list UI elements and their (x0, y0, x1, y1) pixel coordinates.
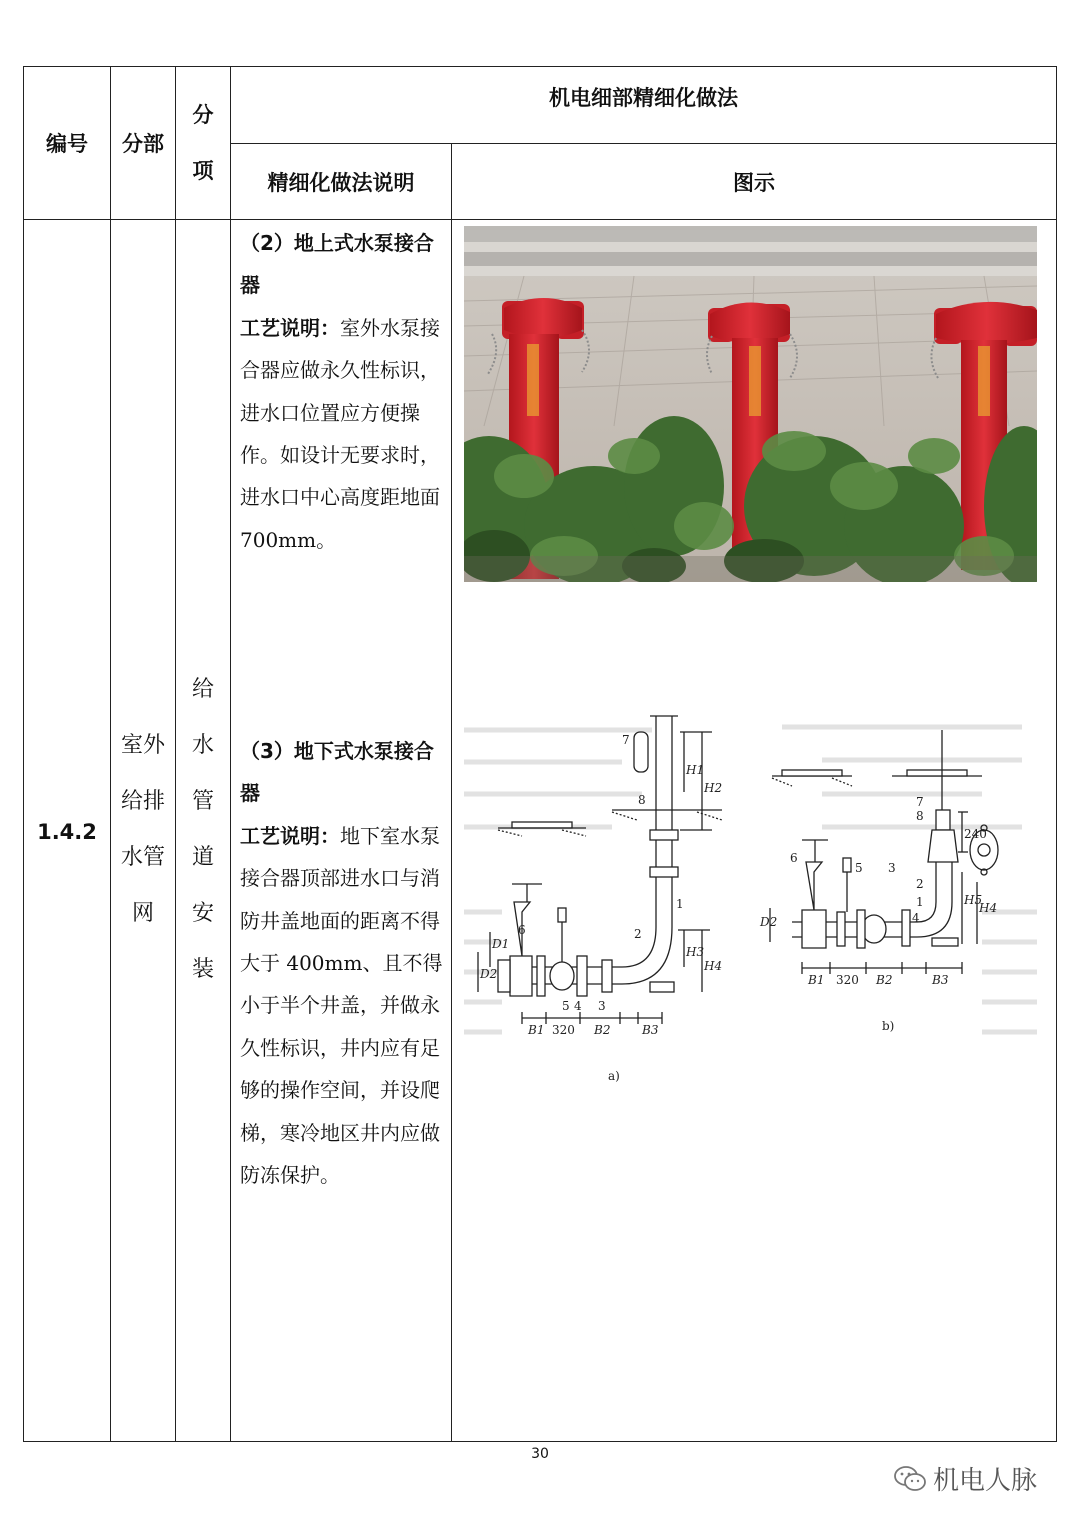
row-division-line-4: 网 (131, 901, 154, 926)
label-a-h1: H1 (686, 763, 705, 777)
label-a-b1: B1 (528, 1023, 545, 1037)
label-a-h2: H2 (704, 781, 723, 795)
row-number: 1.4.2 (37, 820, 97, 844)
label-b-h4: H4 (979, 901, 998, 915)
label-a-d1: D1 (492, 937, 510, 951)
header-division: 分部 (122, 132, 164, 156)
label-b-4: 4 (912, 911, 920, 925)
underground-connector-diagram (462, 712, 1037, 1092)
section-underground-title: （3）地下式水泵接合器 (240, 739, 434, 806)
wechat-icon (893, 1465, 927, 1493)
row-item-char-6: 装 (191, 957, 214, 982)
label-b-6: 6 (790, 851, 798, 865)
header-description: 精细化做法说明 (267, 170, 415, 195)
label-b-d2: D2 (760, 915, 778, 929)
row-division (111, 718, 175, 942)
section-above-ground-title: （2）地上式水泵接合器 (240, 231, 434, 298)
label-b-7: 7 (916, 795, 924, 809)
label-a-4: 4 (574, 999, 582, 1013)
label-a-3: 3 (598, 999, 606, 1013)
label-a-320: 320 (552, 1023, 575, 1037)
header-item (176, 67, 230, 219)
label-b-3: 3 (888, 861, 896, 875)
row-division-line-2: 给排 (120, 789, 165, 814)
label-b-1: 1 (916, 895, 924, 909)
label-b-240: 240 (964, 827, 987, 841)
above-ground-connector-photo (464, 226, 1037, 582)
row-division-line-1: 室外 (120, 733, 165, 758)
section-underground (240, 730, 446, 1196)
row-item-char-4: 道 (191, 845, 214, 870)
header-group-title: 机电细部精细化做法 (549, 86, 738, 110)
watermark-text: 机电人脉 (933, 1466, 1038, 1496)
header-illustration: 图示 (733, 170, 775, 195)
label-b-b1: B1 (808, 973, 825, 987)
section-underground-label: 工艺说明： (240, 823, 340, 848)
header-item-char-1: 分 (192, 103, 214, 127)
watermark (893, 1460, 1037, 1497)
label-a-b3: B3 (642, 1023, 659, 1037)
label-b-8: 8 (916, 809, 924, 823)
header-item-char-2: 项 (192, 159, 214, 183)
label-a-1: 1 (676, 897, 684, 911)
page-number: 30 (531, 1446, 549, 1462)
section-above-ground-label: 工艺说明： (240, 315, 340, 340)
label-a-2: 2 (634, 927, 642, 941)
label-a-b2: B2 (594, 1023, 611, 1037)
section-above-ground-text: 室外水泵接合器应做永久性标识，进水口位置应方便操作。如设计无要求时，进水口中心高度距地面 700mm。 (240, 315, 440, 552)
label-a-5: 5 (562, 999, 570, 1013)
row-item-char-1: 给 (191, 677, 214, 702)
label-a-h3: H3 (686, 945, 705, 959)
label-a-6: 6 (518, 923, 526, 937)
caption-b: b) (882, 1019, 895, 1033)
label-b-b2: B2 (876, 973, 893, 987)
row-item-char-2: 水 (191, 733, 214, 758)
row-item-char-3: 管 (191, 789, 214, 814)
row-division-line-3: 水管 (120, 845, 165, 870)
label-a-d2: D2 (480, 967, 498, 981)
section-above-ground (240, 222, 446, 561)
header-number: 编号 (46, 132, 88, 156)
label-b-h5: H5 (964, 893, 983, 907)
section-underground-text: 地下室水泵接合器顶部进水口与消防井盖地面的距离不得大于 400mm、且不得小于半个井盖，并做永久性标识，井内应有足够的操作空间，并设爬梯，寒冷地区井内应做防冻保护。 (240, 823, 443, 1188)
row-item (176, 662, 230, 998)
row-item-char-5: 安 (191, 901, 214, 926)
label-a-7: 7 (622, 733, 630, 747)
label-a-h4: H4 (704, 959, 723, 973)
label-b-5: 5 (855, 861, 863, 875)
label-a-8: 8 (638, 793, 646, 807)
label-b-320: 320 (836, 973, 859, 987)
label-b-b3: B3 (932, 973, 949, 987)
caption-a: a) (608, 1069, 620, 1083)
label-b-2: 2 (916, 877, 924, 891)
